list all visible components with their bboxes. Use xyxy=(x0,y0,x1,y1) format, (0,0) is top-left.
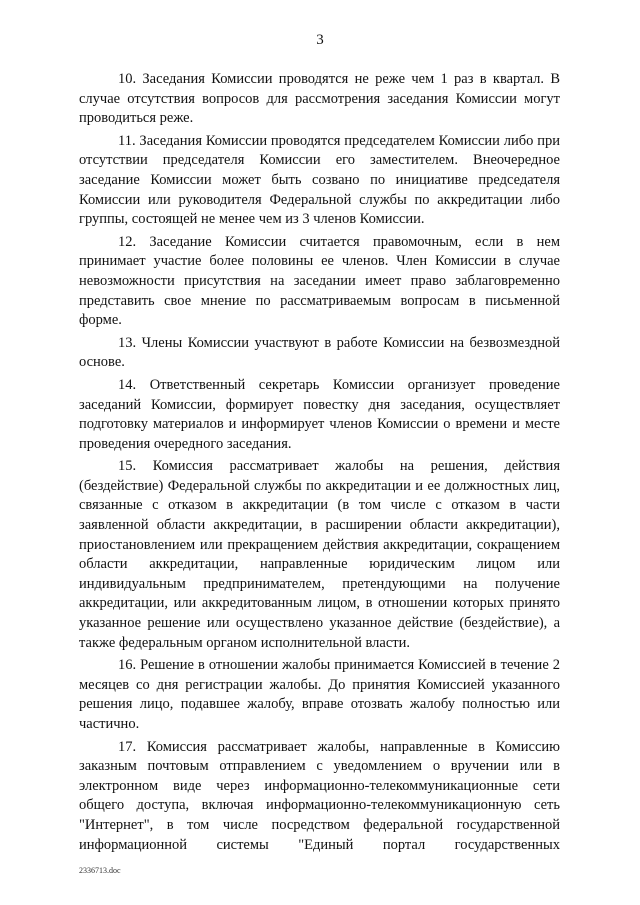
paragraph-12: 12. Заседание Комиссии считается правомочным, если в нем принимает участие более половины ее членов. Член Комиссии в случае невозможности присутствия на заседании имеет право заблаговременно представить свое мнение по рассматриваемым вопросам в письменной форме. xyxy=(79,233,560,329)
paragraph-11: 11. Заседания Комиссии проводятся председателем Комиссии либо при отсутствии председателя Комиссии его заместителем. Внеочередное заседание Комиссии может быть созвано по инициативе председателя Комиссии или руководителя Федеральной службы по аккредитации либо группы, состоящей не менее чем из 3 членов Комиссии. xyxy=(79,132,560,228)
paragraph-15: 15. Комиссия рассматривает жалобы на решения, действия (бездействие) Федеральной службы по аккредитации и ее должностных лиц, связанные с отказом в аккредитации (в том числе с отказом в части заявленной области аккредитации, в расширении области аккредитации), приостановлением или прекращением действия аккредитации, сокращением области аккредитации, направленные юридическим лицом или индивидуальным предпринимателем, претендующими на получение аккредитации, или аккредитованным лицом, в отношении которых принято указанное решение или осуществлено указанное действие (бездействие), а также федеральным органом исполнительной власти. xyxy=(79,458,560,651)
paragraph-10: 10. Заседания Комиссии проводятся не реже чем 1 раз в квартал. В случае отсутствия вопросов для рассмотрения заседания Комиссии могут проводиться реже. xyxy=(79,71,560,127)
paragraph-14: 14. Ответственный секретарь Комиссии организует проведение заседаний Комиссии, формирует повестку дня заседания, осуществляет подготовку материалов и информирует членов Комиссии о времени и месте проведения очередного заседания. xyxy=(79,376,560,452)
paragraph-13: 13. Члены Комиссии участвуют в работе Комиссии на безвозмездной основе. xyxy=(79,334,560,371)
page-number: 3 xyxy=(316,32,324,48)
footer-filename: 2336713.doc xyxy=(79,866,121,875)
document-body xyxy=(79,70,560,858)
paragraph-17: 17. Комиссия рассматривает жалобы, направленные в Комиссию заказным почтовым отправлением с уведомлением о вручении или в электронном виде через информационно-телекоммуникационные сети общего доступа, включая информационно-телекоммуникационную сеть "Интернет", в том числе посредством федеральной государственной информационной системы "Единый портал государственных xyxy=(79,738,560,853)
paragraph-16: 16. Решение в отношении жалобы принимается Комиссией в течение 2 месяцев со дня регистрации жалобы. До принятия Комиссией указанного решения лицо, подавшее жалобу, вправе отозвать жалобу полностью или частично. xyxy=(79,657,560,732)
